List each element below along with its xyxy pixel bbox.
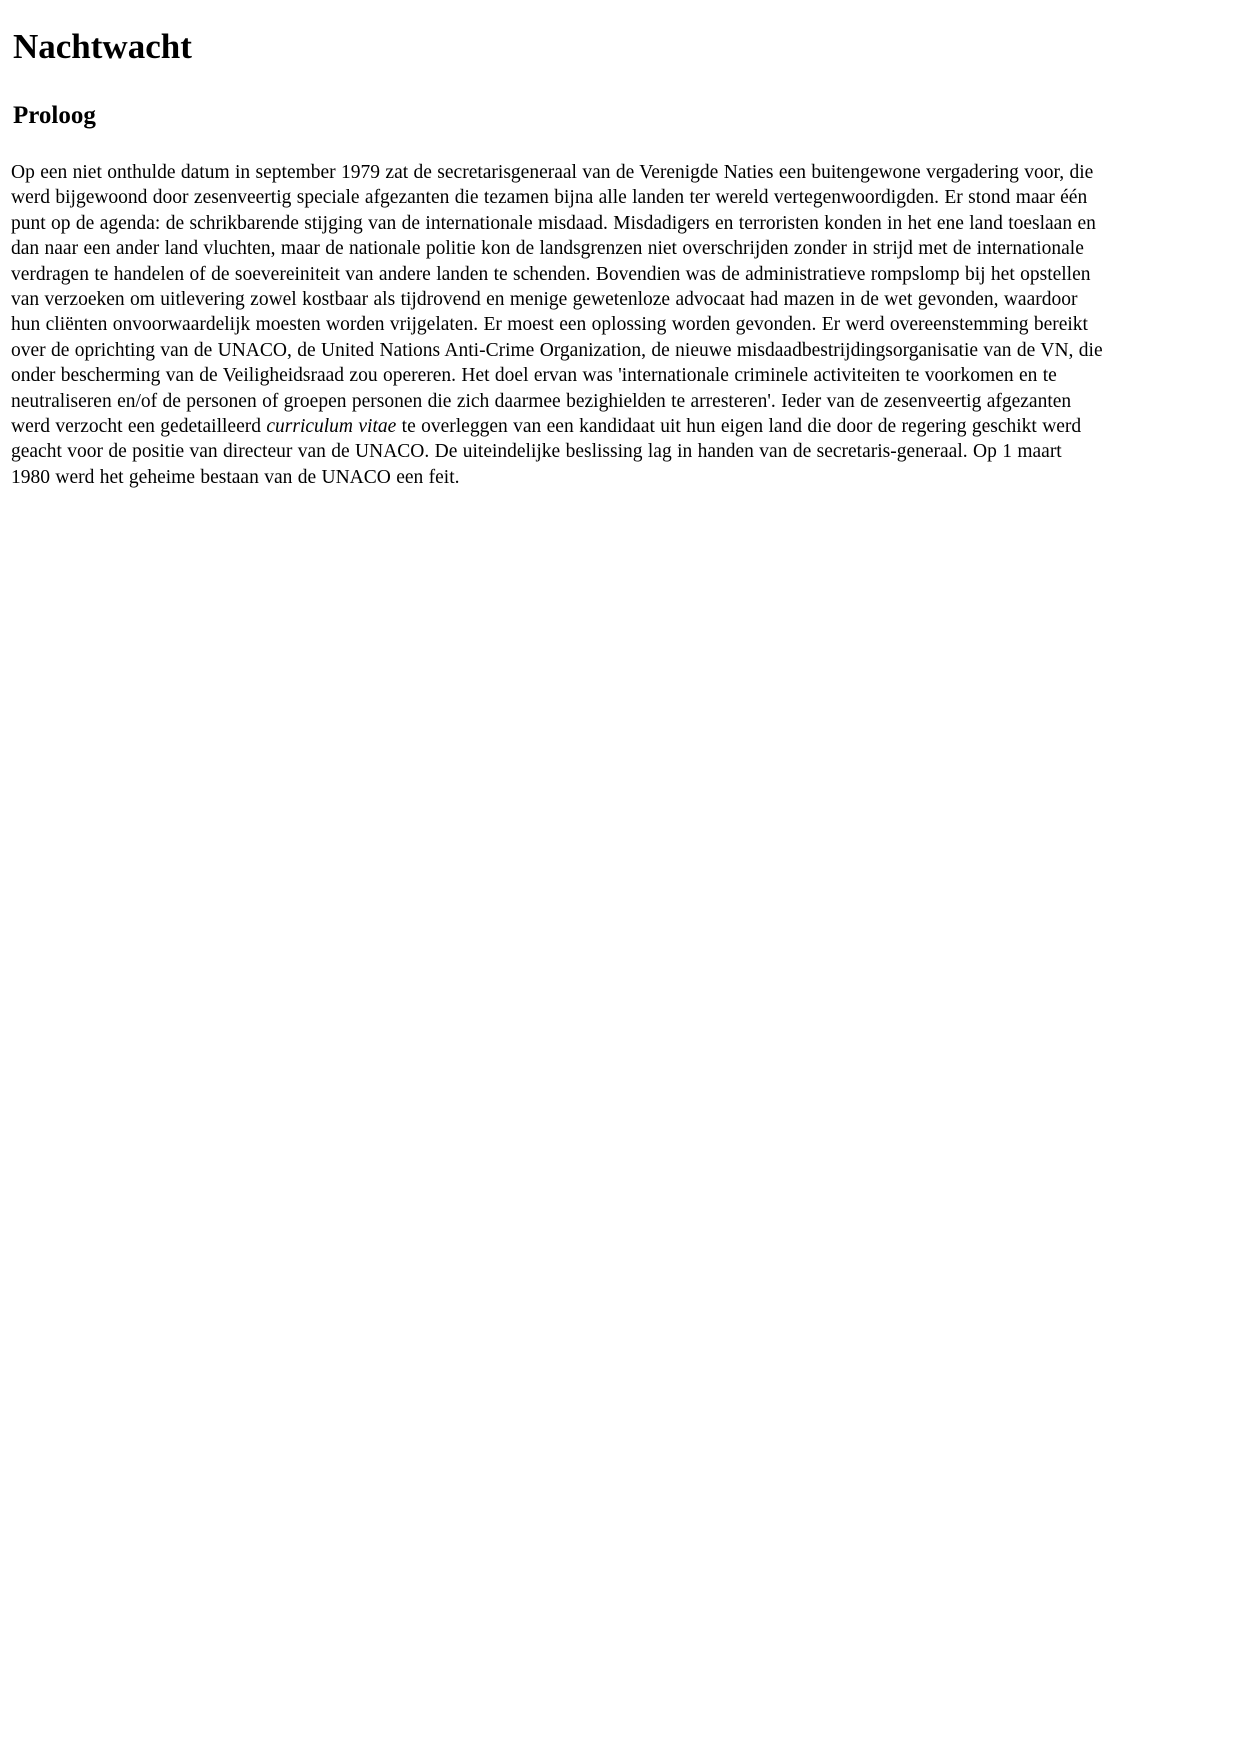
chapter-heading: Proloog xyxy=(13,101,96,129)
book-title: Nachtwacht xyxy=(13,27,192,66)
prologue-paragraph xyxy=(11,160,1106,490)
paragraph-text-part2: te overleggen van een kandidaat uit hun eigen land die door de regering geschikt werd geacht voor de positie van directeur van de UNACO. De uiteindelijke beslissing lag in handen van de secretaris-generaal. Op 1 maart 1980 werd het geheime bestaan van de UNACO een feit. xyxy=(11,416,1082,488)
paragraph-italic-phrase: curriculum vitae xyxy=(266,416,397,438)
document-page xyxy=(0,0,1240,490)
paragraph-text-part1: Op een niet onthulde datum in september 1979 zat de secretarisgeneraal van de Verenigde Naties een buitengewone vergadering voor, die werd bijgewoond door zesenveertig speciale afgezanten die tezamen bijna alle landen ter wereld vertegenwoordigden. Er stond maar één punt op de agenda: de schrikbarende stijging van de internationale misdaad. Misdadigers en terroristen konden in het ene land toeslaan en dan naar een ander land vluchten, maar de nationale politie kon de landsgrenzen niet overschrijden zonder in strijd met de internationale verdragen te handelen of de soevereiniteit van andere landen te schenden. Bovendien was de administratieve rompslomp bij het opstellen van verzoeken om uitlevering zowel kostbaar als tijdrovend en menige gewetenloze advocaat had mazen in de wet gevonden, waardoor hun cliënten onvoorwaardelijk moesten worden vrijgelaten. Er moest een oplossing worden gevonden. Er werd overeenstemming bereikt over de oprichting van de UNACO, de United Nations Anti-Crime Organization, de nieuwe misdaadbestrijdingsorganisatie van de VN, die onder bescherming van de Veiligheidsraad zou opereren. Het doel ervan was 'internationale criminele activiteiten te voorkomen en te neutraliseren en/of de personen of groepen personen die zich daarmee bezighielden te arresteren'. Ieder van de zesenveertig afgezanten werd verzocht een gedetailleerd xyxy=(11,162,1103,438)
